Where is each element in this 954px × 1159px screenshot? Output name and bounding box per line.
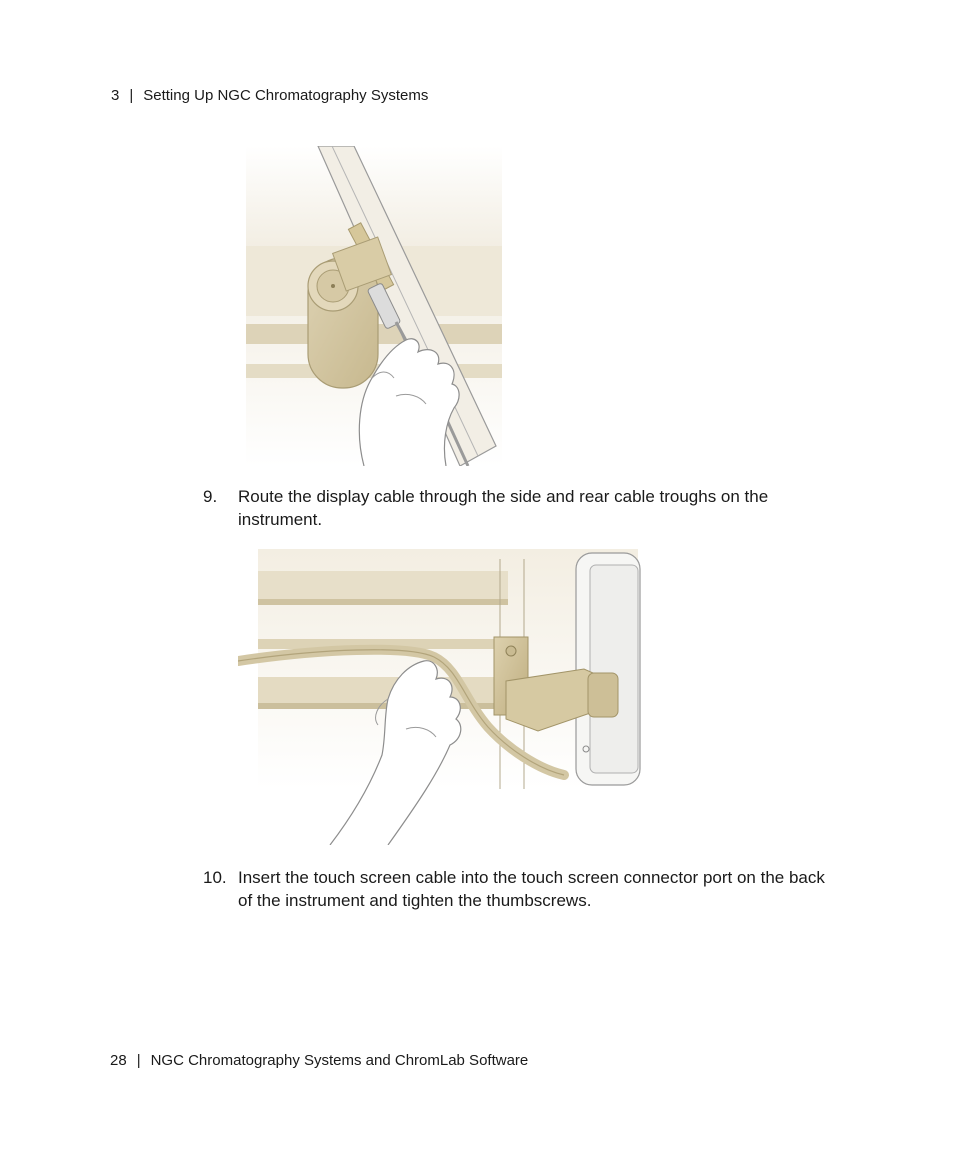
header-separator: | [129,87,134,104]
step-text: Route the display cable through the side and rear cable troughs on the instrument. [238,487,769,529]
book-title: NGC Chromatography Systems and ChromLab Software [150,1052,529,1069]
step-number: 10. [203,868,227,887]
cable-trough-illustration [238,549,644,845]
connector-illustration [246,146,502,466]
running-header [111,87,428,105]
chapter-number: 3 [111,87,120,104]
page-number: 28 [110,1052,127,1069]
step-text: Insert the touch screen cable into the touch screen connector port on the back of the instrument and tighten the thumbscrews. [238,868,825,910]
footer-separator: | [136,1052,141,1069]
chapter-title: Setting Up NGC Chromatography Systems [143,87,429,104]
step-number: 9. [203,487,218,506]
step-9 [203,485,843,531]
step-10 [203,866,843,912]
running-footer [110,1052,528,1070]
